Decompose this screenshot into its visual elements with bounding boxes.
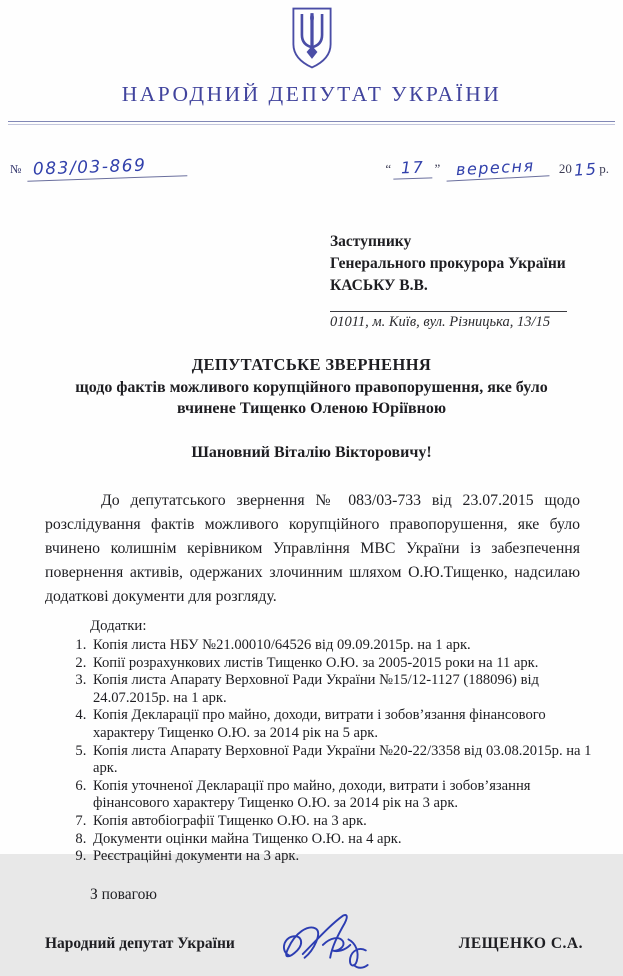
letterhead (0, 0, 623, 69)
reference-row (10, 147, 609, 179)
date-day-handwritten: 17 (393, 157, 433, 179)
attachment-item: 4. Копія Декларації про майно, доходи, витрати і зобов’язання фінансового характеру Тищенко О.Ю. за 2014 рік на 5 арк. (90, 707, 593, 742)
attachment-item: 8. Документи оцінки майна Тищенко О.Ю. на 4 арк. (90, 831, 593, 849)
addressee-line-3: КАСЬКУ В.В. (330, 277, 428, 294)
date-unit: р. (599, 161, 609, 176)
date-group (385, 158, 609, 179)
tryzub-emblem-icon (288, 7, 336, 69)
address-divider (330, 311, 567, 312)
date-year-printed: 20 (558, 161, 572, 176)
document-title: ДЕПУТАТСЬКЕ ЗВЕРНЕННЯ (191, 355, 432, 374)
date-open-quote: “ (385, 161, 392, 176)
org-title: НАРОДНИЙ ДЕПУТАТ УКРАЇНИ (121, 82, 502, 106)
addressee-block (330, 231, 623, 297)
attachment-item: 7. Копія автобіографії Тищенко О.Ю. на 3 арк. (90, 813, 593, 831)
date-month-handwritten: вересня (446, 155, 550, 181)
date-year-handwritten: 15 (573, 159, 598, 180)
attachment-item: 6. Копія уточненої Декларації про майно, доходи, витрати і зобов’язання фінансового характеру Тищенко О.Ю. за 2014 рік на 3 арк. (90, 778, 593, 813)
attachments-label: Додатки: (90, 618, 147, 634)
signer-role: Народний депутат України (45, 934, 235, 952)
date-close-quote: ” (434, 161, 441, 176)
signature-icon (276, 912, 388, 976)
attachments-list (0, 637, 593, 866)
attachment-item: 3. Копія листа Апарату Верховної Ради України №15/12-1127 (188096) від 24.07.2015р. на 1 арк. (90, 672, 593, 707)
body-paragraph: До депутатського звернення № 083/03-733 від 23.07.2015 щодо розслідування фактів можливого корупційного правопорушення, яке було вчинено колишнім керівником Управління МВС України із забезпечення повернення активів, одержаних злочинним шляхом О.Ю.Тищенко, надсилаю додаткові документи для розгляду. (45, 492, 580, 605)
ref-number-handwritten: 083/03-869 (27, 154, 188, 182)
addressee-address: 01011, м. Київ, вул. Різницька, 13/15 (330, 314, 551, 330)
attachment-item: 1. Копія листа НБУ №21.00010/64526 від 09.09.2015р. на 1 арк. (90, 637, 593, 655)
reference-number-group (10, 157, 187, 179)
closing-respectfully: З повагою (90, 885, 157, 903)
signature-row (45, 912, 583, 976)
addressee-line-2: Генерального прокурора України (330, 255, 566, 272)
addressee-line-1: Заступнику (330, 233, 412, 250)
attachment-item: 9. Реєстраційні документи на 3 арк. (90, 848, 593, 866)
attachment-item: 5. Копія листа Апарату Верховної Ради України №20-22/3358 від 03.08.2015р. на 1 арк. (90, 743, 593, 778)
letterhead-divider (8, 121, 615, 125)
document-subtitle: щодо фактів можливого корупційного правопорушення, яке було вчинене Тищенко Оленою Юріївною (75, 379, 548, 417)
signer-name: ЛЕЩЕНКО С.А. (458, 934, 583, 952)
salutation: Шановний Віталію Вікторовичу! (191, 444, 432, 461)
attachment-item: 2. Копії розрахункових листів Тищенко О.Ю. за 2005-2015 роки на 11 арк. (90, 655, 593, 673)
ref-no-label: № (10, 162, 22, 176)
